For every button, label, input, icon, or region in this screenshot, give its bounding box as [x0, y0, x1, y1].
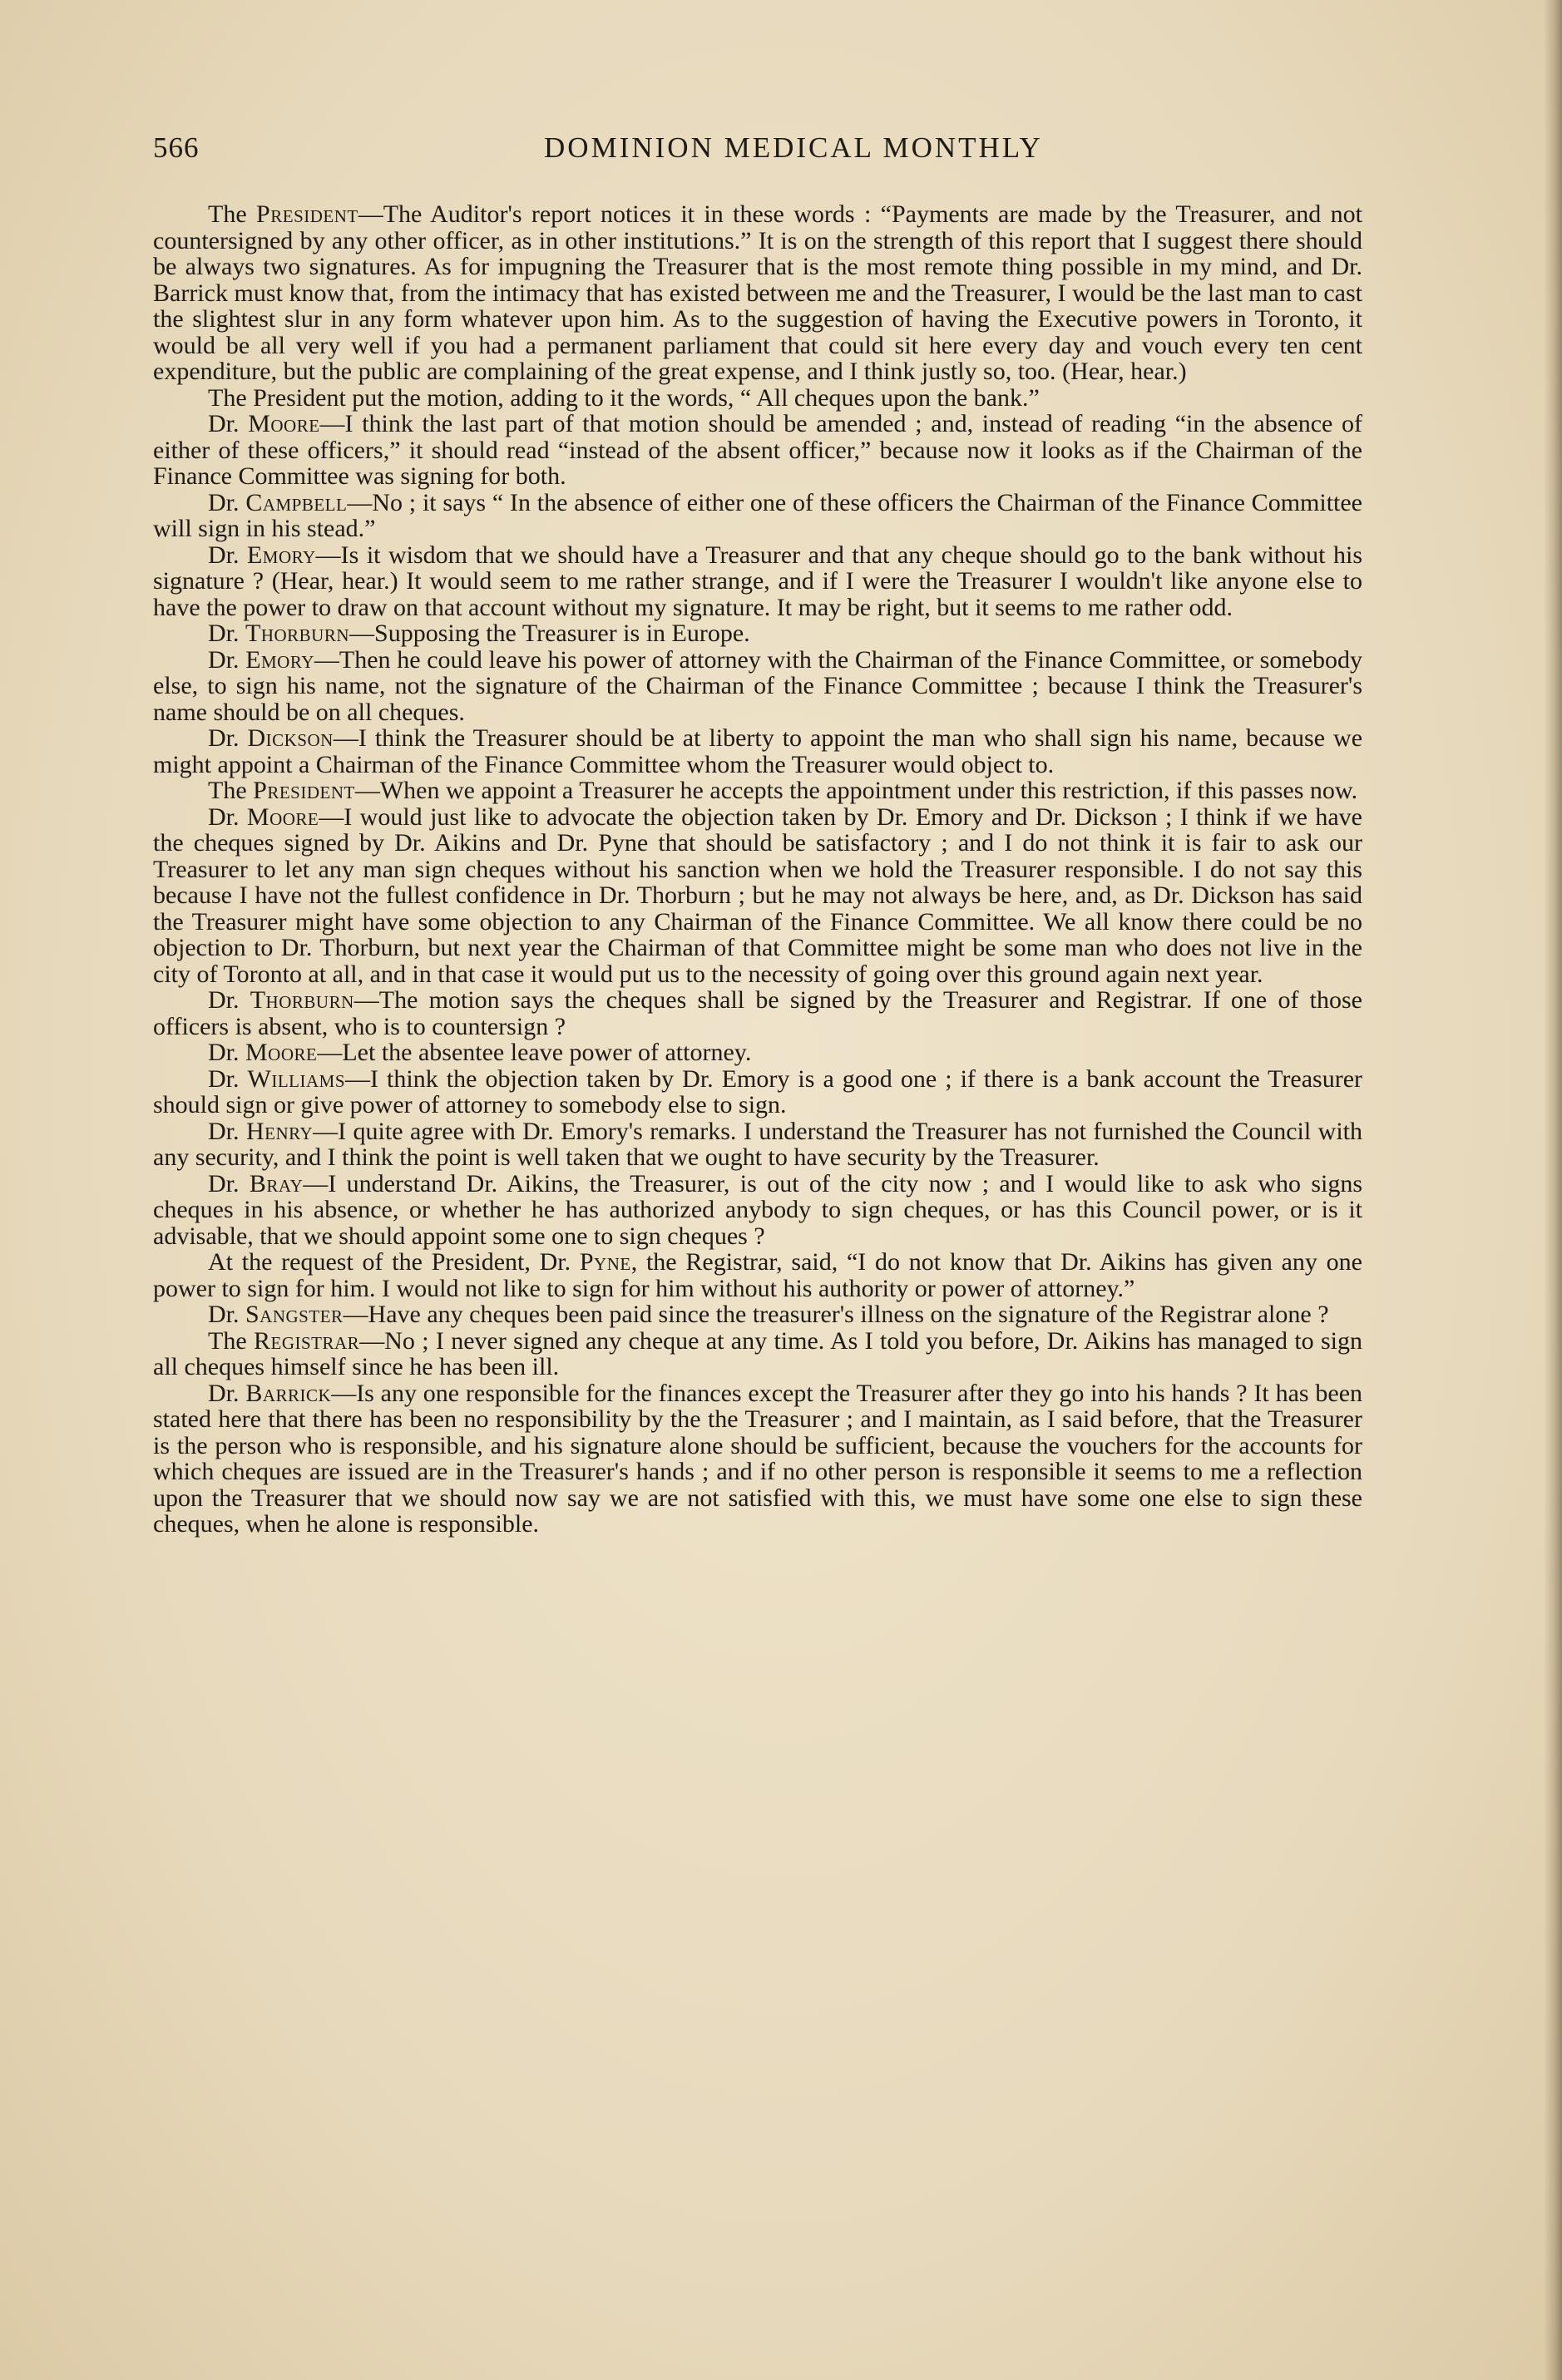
speaker-name: Moore	[245, 1039, 318, 1066]
paragraph-prefix: At the request of the President, Dr.	[208, 1248, 580, 1276]
speaker-name: Thorburn	[245, 620, 350, 647]
speaker-name: Moore	[248, 410, 320, 437]
paragraph-text: —Have any cheques been paid since the treasurer's illness on the signature of the Registrar alone ?	[343, 1301, 1329, 1328]
paragraph-text: —I think the last part of that motion should be amended ; and, instead of reading “in the absence of either of these officers,” it should read “instead of the absent officer,” because now it looks as if the Chairman of the Finance Committee was signing for both.	[153, 410, 1363, 490]
paragraph-prefix: The	[208, 777, 254, 804]
paragraph	[153, 1171, 1362, 1250]
running-title: DOMINION MEDICAL MONTHLY	[544, 131, 1043, 164]
paragraph-text: —The Auditor's report notices it in these words : “Payments are made by the Treasurer, and not countersigned by any other officer, as in other institutions.” It is on the strength of this report that I suggest there should be always two signatures. As for impugning the Treasurer that is the most remote thing possible in my mind, and Dr. Barrick must know that, from the intimacy that has existed between me and the Treasurer, I would be the last man to cast the slightest slur in any form whatever upon him. As to the suggestion of having the Executive powers in Toronto, it would be all very well if you had a permanent parliament that could sit here every day and vouch every ten cent expenditure, but the public are complaining of the great expense, and I think justly so, too. (Hear, hear.)	[153, 200, 1362, 385]
paragraph-prefix: Dr.	[208, 724, 248, 752]
page-edge-shadow	[1544, 0, 1562, 2380]
paragraph-prefix: Dr.	[208, 488, 246, 516]
paragraph-text: —I think the Treasurer should be at liberty to appoint the man who shall sign his name, because we might appoint a Chairman of the Finance Committee whom the Treasurer would object to.	[153, 724, 1363, 778]
speaker-name: Emory	[246, 541, 316, 569]
paragraph	[153, 778, 1362, 804]
paragraph-text: —Supposing the Treasurer is in Europe.	[349, 620, 750, 647]
speaker-name: Registrar	[254, 1326, 360, 1355]
paragraph-text: —I think the objection taken by Dr. Emory is a good one ; if there is a bank account the Treasurer should sign or give power of attorney to somebody else to sign.	[153, 1064, 1363, 1118]
paragraph-text: The President put the motion, adding to it the words, “ All cheques upon the bank.”	[208, 383, 1040, 412]
paragraph-prefix: Dr.	[208, 1169, 250, 1197]
paragraph-prefix: Dr.	[208, 1064, 248, 1093]
paragraph-prefix: The	[208, 1326, 254, 1355]
paragraph-text: —Is it wisdom that we should have a Treasurer and that any cheque should go to the bank without his signature ? (Hear, hear.) It would seem to me rather strange, and if I were the Treasurer I wouldn't like anyone else to have the power to draw on that account without my signature. It may be right, but it seems to me rather odd.	[153, 541, 1362, 621]
paragraph	[153, 1039, 1362, 1066]
paragraph-prefix: Dr.	[208, 645, 246, 674]
paragraph-text: —The motion says the cheques shall be signed by the Treasurer and Registrar. If one of those officers is absent, who is to countersign ?	[153, 986, 1363, 1040]
article-body	[153, 201, 1362, 1538]
paragraph	[153, 987, 1362, 1039]
speaker-name: Moore	[246, 802, 319, 831]
paragraph	[153, 725, 1362, 778]
paragraph-text: —No ; I never signed any cheque at any time. As I told you before, Dr. Aikins has managed to sign all cheques himself since he has been ill.	[153, 1326, 1363, 1380]
speaker-name: Sangster	[245, 1301, 344, 1328]
paragraph	[153, 620, 1362, 647]
paragraph-prefix: Dr.	[208, 620, 245, 647]
paragraph-prefix: Dr.	[208, 1301, 245, 1328]
speaker-name: Henry	[245, 1117, 314, 1145]
paragraph	[153, 1249, 1362, 1301]
paragraph-text: —I understand Dr. Aikins, the Treasurer, is out of the city now ; and I would like to ask who signs cheques in his absence, or whether he has authorized anybody to sign cheques, or has this Council power, or is it advisable, that we should appoint some one to sign cheques ?	[153, 1169, 1363, 1250]
paragraph	[153, 411, 1362, 490]
paragraph-text: , the Registrar, said, “I do not know that Dr. Aikins has given any one power to sign for him. I would not like to sign for him without his authority or power of attorney.”	[153, 1248, 1362, 1302]
paragraph-prefix: Dr.	[208, 1039, 245, 1066]
paragraph-text: —No ; it says “ In the absence of either one of these officers the Chairman of the Finance Committee will sign in his stead.”	[153, 488, 1363, 542]
paragraph-prefix: Dr.	[208, 541, 247, 569]
speaker-name: Dickson	[247, 724, 334, 752]
paragraph-prefix: Dr.	[208, 1117, 246, 1145]
speaker-name: Bray	[249, 1169, 304, 1197]
speaker-name: Williams	[247, 1064, 346, 1093]
paragraph-prefix: Dr.	[208, 1379, 246, 1407]
paragraph-prefix: The	[208, 200, 257, 228]
paragraph	[153, 1066, 1362, 1118]
paragraph-prefix: Dr.	[208, 410, 249, 437]
speaker-name: President	[253, 777, 355, 804]
page-header	[153, 131, 1384, 173]
paragraph-text: —I quite agree with Dr. Emory's remarks. I understand the Treasurer has not furnished the Council with any security, and I think the point is well taken that we ought to have security by the Treasurer.	[153, 1117, 1363, 1171]
paragraph-text: —Let the absentee leave power of attorney.	[317, 1039, 752, 1066]
paragraph-text: —When we appoint a Treasurer he accepts the appointment under this restriction, if this passes now.	[354, 777, 1358, 804]
speaker-name: Emory	[245, 645, 314, 674]
paragraph-text: —Is any one responsible for the finances except the Treasurer after they go into his hands ? It has been stated here that there has been no responsibility by the the Treasurer ; and I maintain, as I said before, that the Treasurer is the person who is responsible, and his signature alone should be sufficient, because the vouchers for the accounts for which cheques are issued are in the Treasurer's hands ; and if no other person is responsible it seems to me a reflection upon the Treasurer that we should now say we are not satisfied with this, we must have some one else to sign these cheques, when he alone is responsible.	[153, 1379, 1363, 1538]
paragraph-text: —I would just like to advocate the objection taken by Dr. Emory and Dr. Dickson ; I think if we have the cheques signed by Dr. Aikins and Dr. Pyne that should be satisfactory ; and I do not think it is fair to ask our Treasurer to let any man sign cheques without his sanction when we hold the Treasurer responsible. I do not say this because I have not the fullest confidence in Dr. Thorburn ; but he may not always be here, and, as Dr. Dickson has said the Treasurer might have some objection to any Chairman of the Finance Committee. We all know there could be no objection to Dr. Thorburn, but next year the Chairman of that Committee might be some man who does not live in the city of Toronto at all, and in that case it would put us to the necessity of going over this ground again next year.	[153, 802, 1362, 988]
speaker-name: Thorburn	[250, 986, 354, 1014]
paragraph-text: —Then he could leave his power of attorney with the Chairman of the Finance Committee, or somebody else, to sign his name, not the signature of the Chairman of the Finance Committee ; because I think the Treasurer's name should be on all cheques.	[153, 645, 1362, 726]
paragraph	[153, 385, 1362, 412]
paragraph	[153, 201, 1362, 385]
paragraph	[153, 542, 1362, 621]
paragraph	[153, 1328, 1362, 1380]
paragraph	[153, 1301, 1362, 1328]
speaker-name: President	[256, 200, 358, 228]
paragraph	[153, 804, 1362, 988]
paragraph-prefix: Dr.	[208, 802, 247, 831]
paragraph-prefix: Dr.	[208, 986, 250, 1014]
speaker-name: Pyne	[579, 1248, 631, 1276]
paragraph	[153, 1380, 1362, 1538]
speaker-name: Campbell	[245, 488, 348, 516]
paragraph	[153, 647, 1362, 726]
speaker-name: Barrick	[245, 1379, 332, 1407]
page-number: 566	[153, 131, 200, 164]
paragraph	[153, 490, 1362, 542]
paragraph	[153, 1118, 1362, 1171]
